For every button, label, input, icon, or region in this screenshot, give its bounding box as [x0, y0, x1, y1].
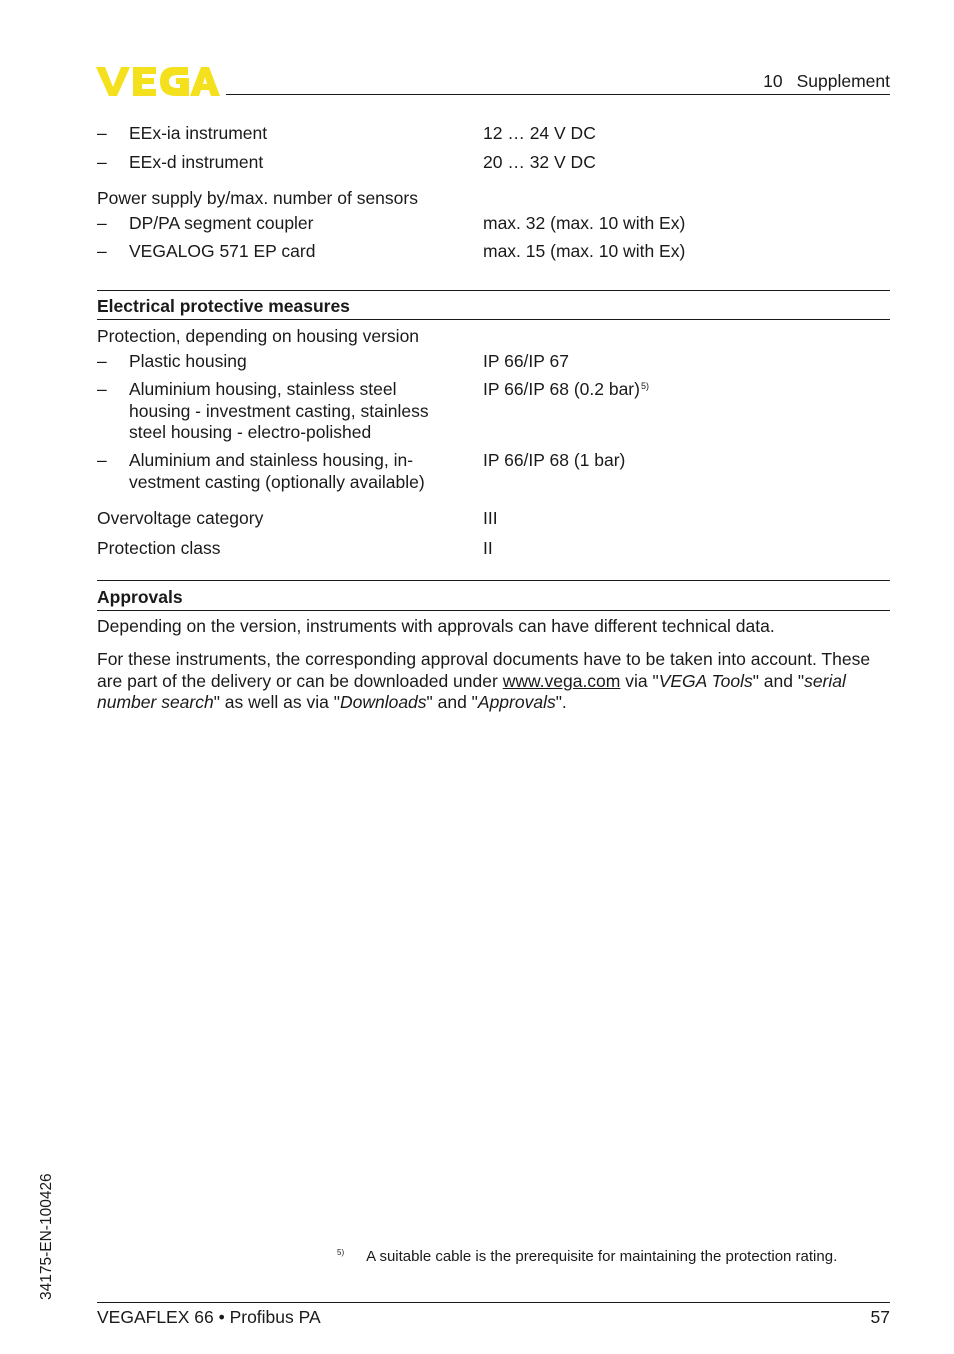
footnote	[336, 1248, 837, 1265]
vega-logo	[96, 64, 220, 98]
footnote-mark: 5)	[337, 1248, 345, 1257]
spec-label: Aluminium housing, stainless steel housing - investment casting, stainless steel housing - electro-polished	[129, 379, 429, 442]
spec-label: VEGALOG 571 EP card	[129, 241, 316, 261]
section-rule	[97, 580, 890, 581]
spec-label: Overvoltage category	[97, 508, 264, 528]
approvals-paragraph	[97, 649, 890, 714]
section-heading: Electrical protective measures	[97, 296, 350, 316]
dash-marker: –	[97, 213, 107, 233]
document-code: 34175-EN-100426	[38, 1173, 55, 1300]
vega-website-link[interactable]: www.vega.com	[502, 670, 621, 691]
value-text: IP 66/IP 68 (0.2 bar)	[483, 379, 640, 399]
spec-value	[483, 379, 649, 400]
spec-label: EEx-ia instrument	[129, 123, 268, 143]
spec-value: 20 … 32 V DC	[483, 152, 596, 172]
chapter-title: Supplement	[796, 71, 890, 91]
header-rule	[226, 94, 890, 95]
spec-value: max. 32 (max. 10 with Ex)	[483, 213, 686, 233]
spec-value: max. 15 (max. 10 with Ex)	[483, 241, 686, 261]
section-heading: Approvals	[97, 587, 183, 607]
chapter-heading	[763, 71, 890, 92]
dash-marker: –	[97, 152, 107, 172]
serial-search-term: serial number search	[97, 670, 846, 712]
spec-group-label: Protection, depending on housing version	[97, 326, 420, 346]
vega-tools-term: VEGA Tools	[658, 670, 753, 691]
footer-rule	[97, 1302, 890, 1303]
paragraph-text: " as well as via "	[213, 692, 340, 712]
spec-label: Aluminium and stainless housing, in-vestment casting (optionally available)	[129, 450, 425, 492]
spec-label: Protection class	[97, 538, 221, 558]
spec-label: EEx-d instrument	[129, 152, 264, 172]
section-rule	[97, 319, 890, 320]
footer-product: VEGAFLEX 66 • Profibus PA	[97, 1307, 321, 1327]
paragraph-text: " and "	[752, 670, 805, 691]
page-number: 57	[870, 1307, 890, 1327]
dash-marker: –	[97, 123, 107, 143]
paragraph-text: " and "	[426, 692, 478, 712]
spec-value: III	[483, 508, 498, 528]
spec-value: 12 … 24 V DC	[483, 123, 596, 143]
footnote-text: A suitable cable is the prerequisite for maintaining the protection rating.	[366, 1248, 838, 1265]
approvals-paragraph: Depending on the version, instruments with approvals can have different technical data.	[97, 616, 775, 636]
dash-marker: –	[97, 450, 107, 470]
spec-value: IP 66/IP 68 (1 bar)	[483, 450, 626, 470]
chapter-number: 10	[763, 71, 783, 91]
approvals-term: Approvals	[477, 692, 556, 712]
spec-group-label: Power supply by/max. number of sensors	[97, 188, 418, 208]
paragraph-text: For these instruments, the corresponding approval documents have to be taken into account. These are part of the delivery or can be downloaded under	[97, 649, 871, 691]
dash-marker: –	[97, 241, 107, 261]
footnote-reference: 5)	[640, 381, 649, 391]
section-rule	[97, 610, 890, 611]
spec-label: Plastic housing	[129, 351, 247, 371]
section-rule	[97, 290, 890, 291]
spec-value: IP 66/IP 67	[483, 351, 569, 371]
dash-marker: –	[97, 351, 107, 371]
spec-label: DP/PA segment coupler	[129, 213, 314, 233]
downloads-term: Downloads	[339, 692, 427, 712]
paragraph-text: ".	[555, 692, 567, 712]
paragraph-text: via "	[620, 670, 659, 691]
dash-marker: –	[97, 379, 107, 399]
spec-value: II	[483, 538, 493, 558]
